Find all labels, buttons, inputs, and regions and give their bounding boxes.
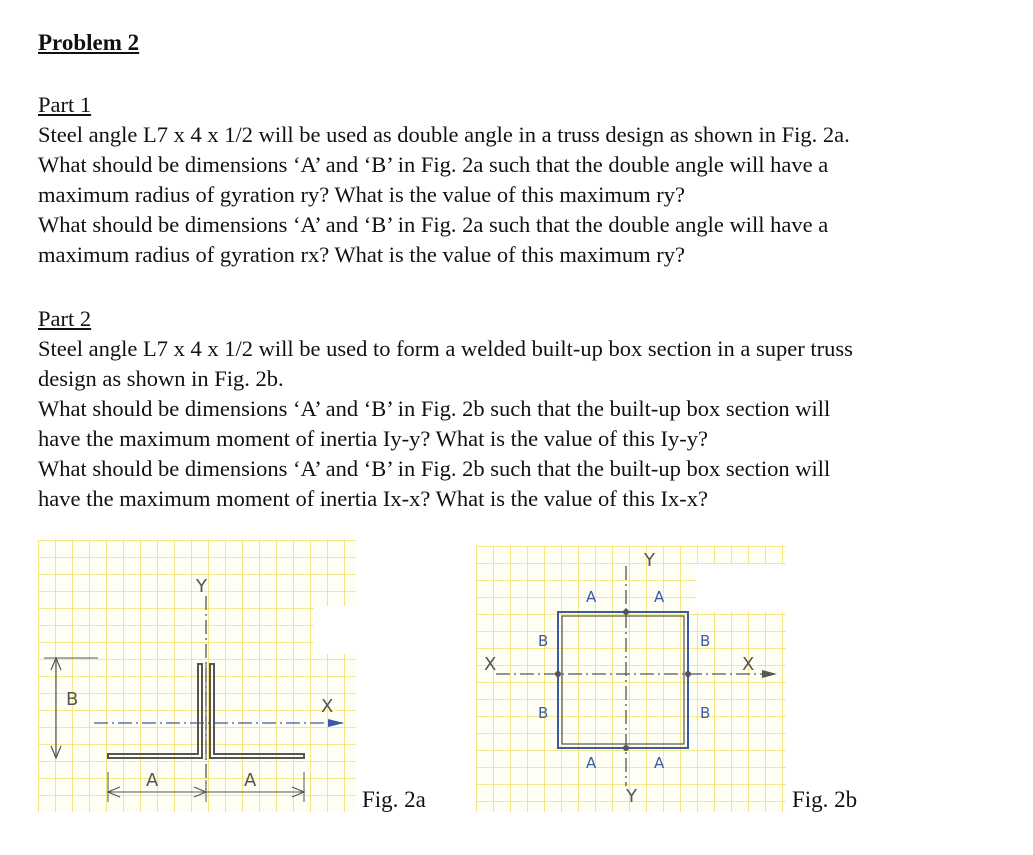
- x-axis-label: X: [321, 696, 334, 717]
- problem-title: Problem 2: [38, 30, 140, 55]
- a-dimension-label-left: A: [146, 770, 159, 791]
- part-2-line: Steel angle L7 x 4 x 1/2 will be used to form a welded built-up box section in a super truss: [38, 336, 853, 361]
- a-dimension-label-right: A: [244, 770, 257, 791]
- part-1-line: What should be dimensions ‘A’ and ‘B’ in Fig. 2a such that the double angle will have a: [38, 212, 829, 237]
- b-label-right-top: B: [700, 632, 711, 650]
- a-label-top-left: A: [586, 588, 597, 606]
- part-2-heading: Part 2: [38, 306, 92, 331]
- part-1-section: [38, 90, 1028, 270]
- x-axis-label-right: X: [742, 654, 755, 675]
- figure-2b-box-section: [476, 546, 786, 812]
- a-label-top-right: A: [654, 588, 665, 606]
- x-axis-label-left: X: [484, 654, 497, 675]
- y-axis-label: Y: [196, 576, 207, 597]
- b-label-left-top: B: [538, 632, 549, 650]
- part-1-heading: Part 1: [38, 92, 92, 117]
- b-label-left-bottom: B: [538, 704, 549, 722]
- figure-2a-caption: Fig. 2a: [362, 787, 426, 812]
- part-1-line: What should be dimensions ‘A’ and ‘B’ in Fig. 2a such that the double angle will have a: [38, 152, 829, 177]
- part-2-line: What should be dimensions ‘A’ and ‘B’ in Fig. 2b such that the built-up box section will: [38, 456, 831, 481]
- part-2-line: have the maximum moment of inertia Ix-x? What is the value of this Ix-x?: [38, 486, 709, 511]
- part-1-line: maximum radius of gyration ry? What is the value of this maximum ry?: [38, 182, 685, 207]
- part-2-line: What should be dimensions ‘A’ and ‘B’ in Fig. 2b such that the built-up box section will: [38, 396, 831, 421]
- part-2-line: have the maximum moment of inertia Iy-y? What is the value of this Iy-y?: [38, 426, 709, 451]
- figure-2a-double-angle: [38, 540, 356, 812]
- part-1-line: Steel angle L7 x 4 x 1/2 will be used as double angle in a truss design as shown in Fig. 2a.: [38, 122, 850, 147]
- figure-2b-caption: Fig. 2b: [792, 787, 858, 812]
- b-dimension-label: B: [66, 689, 79, 710]
- part-1-line: maximum radius of gyration rx? What is the value of this maximum ry?: [38, 242, 685, 267]
- part-2-line: design as shown in Fig. 2b.: [38, 366, 284, 391]
- a-label-bottom-right: A: [654, 754, 665, 772]
- a-label-bottom-left: A: [586, 754, 597, 772]
- y-axis-label-top: Y: [644, 550, 655, 571]
- y-axis-label-bottom: Y: [626, 786, 637, 807]
- b-label-right-bottom: B: [700, 704, 711, 722]
- part-2-section: [38, 304, 1028, 514]
